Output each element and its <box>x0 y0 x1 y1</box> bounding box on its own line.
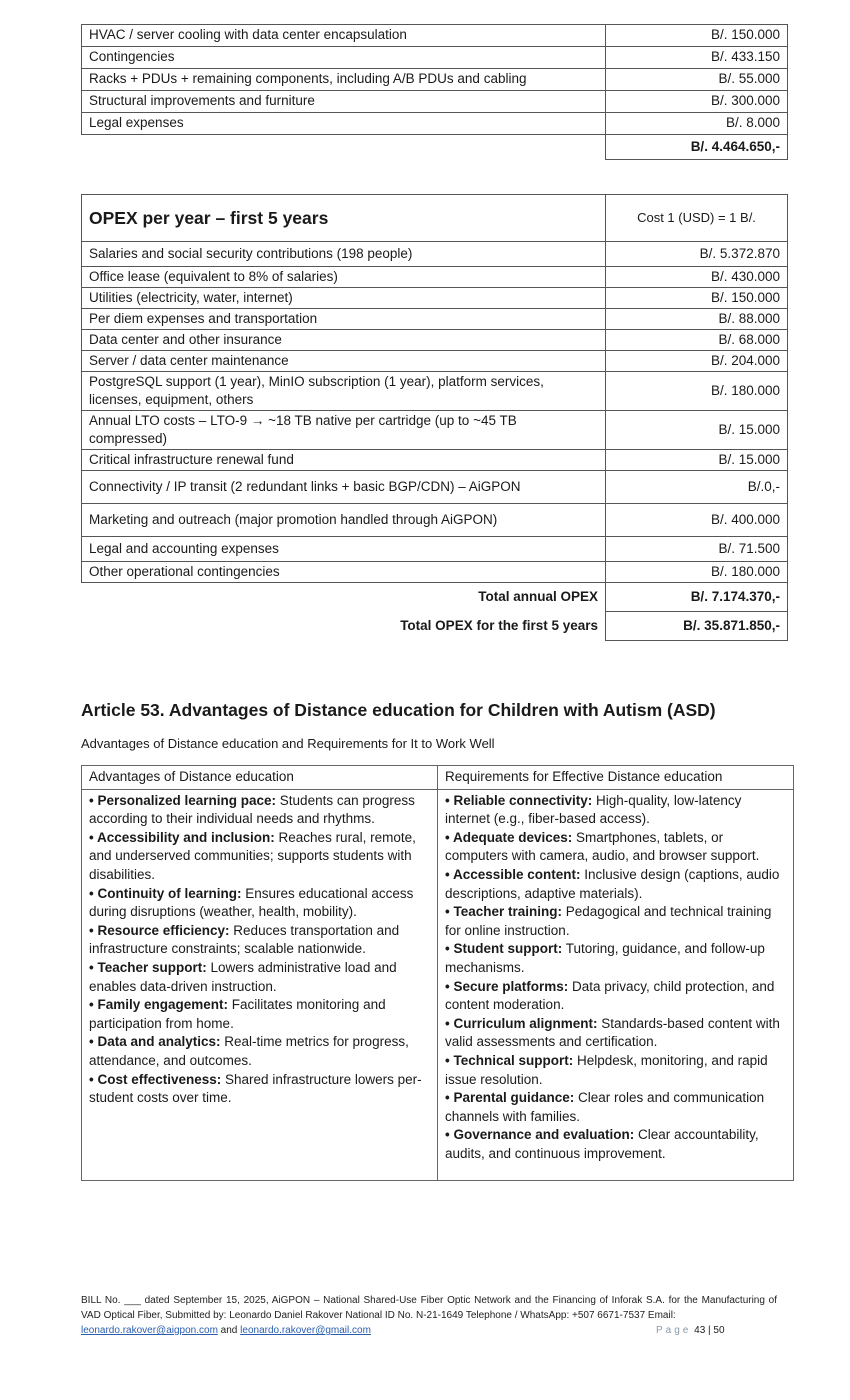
item-term: Secure platforms: <box>453 978 569 994</box>
item-text: Students can progress according to their individual needs and rhythms. <box>89 792 415 827</box>
item-text: Clear accountability, audits, and continuous improvement. <box>445 1127 759 1161</box>
article-subtitle: Advantages of Distance education and Requirements for It to Work Well <box>81 736 495 751</box>
table-row <box>82 411 788 450</box>
page-label: Page <box>656 1325 692 1336</box>
item-text: Ensures educational access during disruptions (weather, health, mobility). <box>89 885 414 920</box>
row-label: Data center and other insurance <box>82 330 606 351</box>
total-5y-label: Total OPEX for the first 5 years <box>400 618 598 633</box>
list-item: • Parental guidance: Clear roles and communication channels with families. <box>445 1090 765 1124</box>
table-row <box>82 537 788 562</box>
item-term: Student support: <box>453 941 563 957</box>
capex-table <box>81 24 788 160</box>
column-header-advantages: Advantages of Distance education <box>82 766 438 790</box>
article-title: Article 53. Advantages of Distance education for Children with Autism (ASD) <box>81 700 716 720</box>
item-term: Technical support: <box>453 1052 574 1068</box>
item-text: Reaches rural, remote, and underserved communities; supports students with disabilities. <box>89 829 416 882</box>
item-text: Helpdesk, monitoring, and rapid issue resolution. <box>445 1052 768 1087</box>
item-term: Family engagement: <box>97 997 229 1013</box>
row-value: B/. 150.000 <box>606 288 788 309</box>
row-value: B/. 430.000 <box>606 267 788 288</box>
item-term: Resource efficiency: <box>97 922 230 938</box>
list-item: • Technical support: Helpdesk, monitoring, and rapid issue resolution. <box>445 1052 768 1087</box>
row-label: Office lease (equivalent to 8% of salaries) <box>82 267 606 288</box>
row-label: Contingencies <box>82 47 606 69</box>
row-value: B/.0,- <box>606 471 788 504</box>
list-item: • Accessibility and inclusion: Reaches rural, remote, and underserved communities; supports students with disabilities. <box>89 829 416 882</box>
item-text: Data privacy, child protection, and content moderation. <box>445 978 775 1013</box>
list-item: • Adequate devices: Smartphones, tablets, or computers with camera, audio, and browser support. <box>445 829 760 864</box>
total-annual-value: B/. 7.174.370,- <box>606 583 788 612</box>
row-value: B/. 180.000 <box>606 372 788 411</box>
item-term: Continuity of learning: <box>97 885 242 901</box>
row-value: B/. 5.372.870 <box>606 242 788 267</box>
table-row <box>82 562 788 583</box>
table-header-row <box>82 766 794 790</box>
opex-header-row <box>82 195 788 242</box>
item-text: Inclusive design (captions, audio descriptions, adaptive materials). <box>445 866 780 901</box>
item-text: High-quality, low-latency internet (e.g., fiber-based access). <box>445 792 742 827</box>
capex-total-row <box>82 135 788 160</box>
item-term: Cost effectiveness: <box>97 1071 222 1087</box>
row-label: Connectivity / IP transit (2 redundant links + basic BGP/CDN) – AiGPON <box>82 471 606 504</box>
list-item: • Family engagement: Facilitates monitoring and participation from home. <box>89 997 386 1031</box>
advantages-requirements-table <box>81 765 794 1181</box>
list-item: • Curriculum alignment: Standards-based content with valid assessments and certification. <box>445 1015 780 1050</box>
table-row <box>82 471 788 504</box>
item-text: Smartphones, tablets, or computers with camera, audio, and browser support. <box>445 829 760 864</box>
footer-text: BILL No. ___ dated September 15, 2025, AiGPON – National Shared-Use Fiber Optic Network and the Financing of Inforak S.A. for the Manufacturing of VAD Optical Fiber, Submitted by: Leonardo Daniel Rakover National ID No. N-21-1649 Telephone / WhatsApp: +507 6671-7537 Email: <box>81 1295 777 1321</box>
row-value: B/. 433.150 <box>606 47 788 69</box>
row-value: B/. 150.000 <box>606 25 788 47</box>
item-term: Accessible content: <box>452 866 581 882</box>
table-row <box>82 25 788 47</box>
list-item: • Personalized learning pace: Students can progress according to their individual needs and rhythms. <box>89 792 415 827</box>
table-row <box>82 450 788 471</box>
email-link-gmail[interactable]: leonardo.rakover@gmail.com <box>240 1325 371 1336</box>
table-row <box>82 372 788 411</box>
table-row <box>82 504 788 537</box>
row-value: B/. 71.500 <box>606 537 788 562</box>
item-term: Teacher training: <box>453 904 563 920</box>
row-value: B/. 300.000 <box>606 91 788 113</box>
opex-table <box>81 194 788 641</box>
total-annual-row <box>82 583 788 612</box>
item-term: Accessibility and inclusion: <box>96 829 275 845</box>
item-text: Pedagogical and technical training for online instruction. <box>445 904 772 938</box>
item-text: Lowers administrative load and enables data-driven instruction. <box>89 959 397 994</box>
item-term: Data and analytics: <box>97 1034 221 1050</box>
list-item: • Student support: Tutoring, guidance, and follow-up mechanisms. <box>445 941 765 975</box>
row-label: Utilities (electricity, water, internet) <box>82 288 606 309</box>
item-term: Reliable connectivity: <box>453 792 593 808</box>
table-row <box>82 242 788 267</box>
row-label: Marketing and outreach (major promotion handled through AiGPON) <box>82 504 606 537</box>
row-label: Salaries and social security contributions (198 people) <box>82 242 606 267</box>
row-label: Legal expenses <box>82 113 606 135</box>
row-value: B/. 400.000 <box>606 504 788 537</box>
row-label: Annual LTO costs – LTO-9 → ~18 TB native per cartridge (up to ~45 TB compressed) <box>82 411 606 450</box>
row-label: Per diem expenses and transportation <box>82 309 606 330</box>
item-text: Shared infrastructure lowers per-student costs over time. <box>89 1071 422 1106</box>
capex-total: B/. 4.464.650,- <box>606 135 788 160</box>
opex-title: OPEX per year – first 5 years <box>82 195 606 242</box>
row-label: Critical infrastructure renewal fund <box>82 450 606 471</box>
row-value: B/. 15.000 <box>606 411 788 450</box>
total-5y-row <box>82 612 788 641</box>
table-row <box>82 91 788 113</box>
row-value: B/. 180.000 <box>606 562 788 583</box>
item-term: Teacher support: <box>97 959 207 975</box>
column-header-requirements: Requirements for Effective Distance education <box>438 766 794 790</box>
list-item: • Accessible content: Inclusive design (captions, audio descriptions, adaptive materials). <box>445 866 780 901</box>
table-row <box>82 113 788 135</box>
list-item: • Secure platforms: Data privacy, child protection, and content moderation. <box>445 978 775 1013</box>
list-item: • Teacher training: Pedagogical and technical training for online instruction. <box>445 904 772 938</box>
total-annual-label: Total annual OPEX <box>478 589 598 605</box>
list-item: • Resource efficiency: Reduces transportation and infrastructure constraints; scalable nationwide. <box>89 922 400 957</box>
currency-rate-note: Cost 1 (USD) = 1 B/. <box>606 195 788 242</box>
item-term: Personalized learning pace: <box>97 792 277 808</box>
item-term: Governance and evaluation: <box>453 1127 635 1143</box>
table-row <box>82 330 788 351</box>
list-item: • Teacher support: Lowers administrative load and enables data-driven instruction. <box>89 959 397 994</box>
row-value: B/. 68.000 <box>606 330 788 351</box>
item-text: Clear roles and communication channels with families. <box>445 1090 765 1124</box>
table-row <box>82 47 788 69</box>
page-number <box>656 1325 725 1336</box>
email-link-aigpon[interactable]: leonardo.rakover@aigpon.com <box>81 1325 218 1336</box>
row-label: Other operational contingencies <box>82 562 606 583</box>
row-label: Legal and accounting expenses <box>82 537 606 562</box>
row-value: B/. 55.000 <box>606 69 788 91</box>
row-label: HVAC / server cooling with data center encapsulation <box>82 25 606 47</box>
table-row <box>82 309 788 330</box>
row-value: B/. 204.000 <box>606 351 788 372</box>
list-item: • Data and analytics: Real-time metrics for progress, attendance, and outcomes. <box>89 1034 409 1068</box>
row-value: B/. 88.000 <box>606 309 788 330</box>
requirements-list <box>438 789 794 1180</box>
row-label: Structural improvements and furniture <box>82 91 606 113</box>
table-body-row <box>82 789 794 1180</box>
list-item: • Continuity of learning: Ensures educational access during disruptions (weather, health, mobility). <box>89 885 414 920</box>
item-term: Curriculum alignment: <box>453 1015 598 1031</box>
list-item: • Governance and evaluation: Clear accountability, audits, and continuous improvement. <box>445 1127 759 1161</box>
item-text: Facilitates monitoring and participation from home. <box>89 997 386 1031</box>
item-text: Standards-based content with valid assessments and certification. <box>445 1015 780 1050</box>
total-5y-value: B/. 35.871.850,- <box>606 612 788 641</box>
row-label: Server / data center maintenance <box>82 351 606 372</box>
table-row <box>82 69 788 91</box>
page-count: 43 | 50 <box>694 1325 725 1336</box>
list-item: • Cost effectiveness: Shared infrastructure lowers per-student costs over time. <box>89 1071 422 1106</box>
item-text: Real-time metrics for progress, attendance, and outcomes. <box>89 1034 409 1068</box>
row-value: B/. 8.000 <box>606 113 788 135</box>
advantages-list <box>82 789 438 1180</box>
table-row <box>82 351 788 372</box>
table-row <box>82 288 788 309</box>
row-label: Racks + PDUs + remaining components, including A/B PDUs and cabling <box>82 69 606 91</box>
item-term: Parental guidance: <box>453 1090 575 1106</box>
row-label: PostgreSQL support (1 year), MinIO subscription (1 year), platform services, licenses, equipment, others <box>82 372 606 411</box>
table-row <box>82 267 788 288</box>
list-item: • Reliable connectivity: High-quality, low-latency internet (e.g., fiber-based access). <box>445 792 742 827</box>
item-text: Reduces transportation and infrastructure constraints; scalable nationwide. <box>89 922 400 957</box>
footer-and: and <box>217 1325 241 1336</box>
row-value: B/. 15.000 <box>606 450 788 471</box>
item-text: Tutoring, guidance, and follow-up mechanisms. <box>445 941 765 975</box>
item-term: Adequate devices: <box>452 829 573 845</box>
